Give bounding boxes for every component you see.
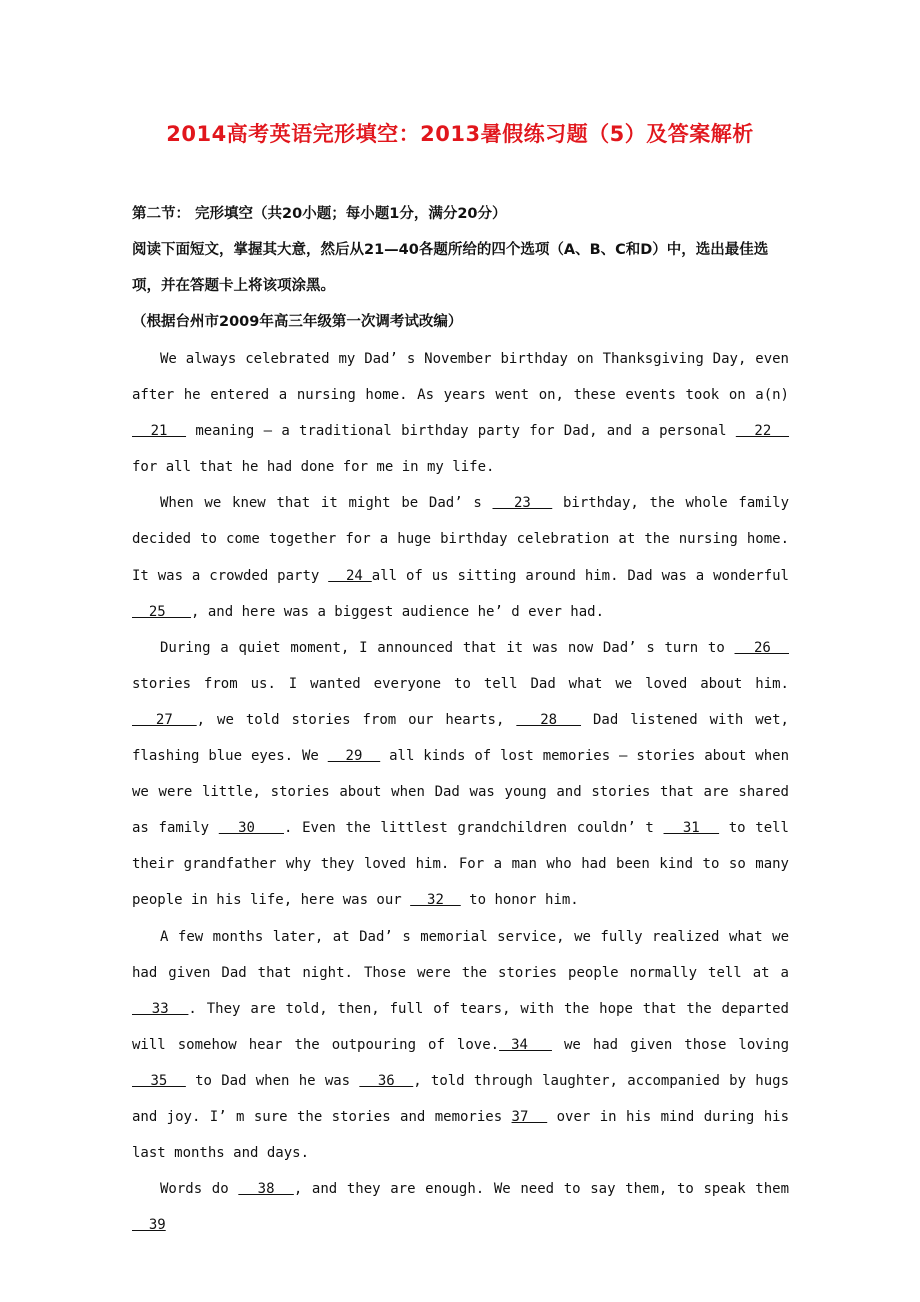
passage-text: A few months later, at Dad’ s memorial service, we fully realized what we had given Dad that night. Those were the stories people normally tell at a [132, 928, 789, 981]
passage-text: to honor him. [460, 892, 579, 909]
answer-blank: 33 [132, 1000, 189, 1017]
source-note: （根据台州市2009年高三年级第一次调考试改编） [132, 314, 463, 330]
answer-blank: 39 [132, 1217, 166, 1234]
passage-text: , we told stories from our hearts, [196, 711, 517, 728]
answer-blank: 32 [410, 892, 461, 909]
passage-text: . Even the littlest grandchildren couldn’ t [283, 820, 664, 837]
passage-text: to Dad when he was [185, 1072, 360, 1089]
page-title: 2014高考英语完形填空：2013暑假练习题（5）及答案解析 [166, 122, 754, 146]
passage-text: Dad listened with wet, flashing blue eyes. We [132, 711, 789, 765]
passage-text: , and they are enough. We need to say them, to speak them [293, 1181, 790, 1198]
answer-blank: 37 [511, 1108, 548, 1125]
answer-blank: 29 [327, 748, 381, 765]
passage-text: , and here was a biggest audience he’ d ever had. [191, 603, 605, 620]
answer-blank: 38 [238, 1181, 294, 1198]
cloze-passage [132, 341, 789, 1243]
answer-blank: 27 [132, 711, 197, 728]
passage-text: Words do [160, 1181, 239, 1198]
answer-blank: 36 [359, 1072, 414, 1089]
answer-blank: 23 [492, 495, 553, 512]
passage-text: stories from us. I wanted everyone to tell Dad what we loved about him. [132, 675, 789, 692]
answer-blank: 30 [218, 820, 284, 837]
passage-text: meaning – a traditional birthday party for Dad, and a personal [186, 423, 736, 440]
answer-blank: 21 [132, 423, 187, 440]
passage-paragraph [132, 1171, 789, 1243]
answer-blank: 28 [516, 711, 582, 728]
passage-paragraph [132, 341, 789, 485]
passage-text: all of us sitting around him. Dad was a wonderful [371, 567, 789, 584]
answer-blank: 24 [328, 567, 372, 584]
passage-text: birthday, the whole family decided to come together for a huge birthday celebration at the nursing home. It was a crowded party [132, 495, 789, 584]
passage-text: over in his mind during his last months and days. [132, 1108, 789, 1162]
passage-text: , told through laughter, accompanied by hugs and joy. I’ m sure the stories and memories [132, 1072, 789, 1125]
answer-blank: 31 [663, 820, 720, 837]
answer-blank: 34 [499, 1036, 552, 1053]
answer-blank: 22 [735, 423, 790, 440]
passage-text: . They are told, then, full of tears, with the hope that the departed will somehow hear the outpouring of love. [132, 1000, 789, 1053]
section-heading: 第二节： 完形填空（共20小题；每小题1分，满分20分） [132, 206, 507, 222]
answer-blank: 25 [132, 603, 192, 620]
passage-text: We always celebrated my Dad’ s November birthday on Thanksgiving Day, even after he entered a nursing home. As years went on, these events took on a(n) [132, 351, 789, 404]
passage-text: for all that he had done for me in my life. [132, 459, 495, 476]
passage-text: When we knew that it might be Dad’ s [160, 495, 493, 512]
passage-paragraph [132, 630, 789, 919]
passage-text: to tell their grandfather why they loved him. For a man who had been kind to so many people in his life, here was our [132, 820, 789, 909]
answer-blank: 35 [132, 1072, 186, 1089]
answer-blank: 26 [734, 639, 789, 656]
passage-paragraph [132, 485, 789, 629]
passage-text: all kinds of lost memories – stories about when we were little, stories about when Dad was young and stories that are shared as family [132, 748, 789, 837]
passage-text: we had given those loving [551, 1036, 789, 1053]
passage-paragraph [132, 919, 789, 1172]
instruction-text: 阅读下面短文，掌握其大意，然后从21—40各题所给的四个选项（A、B、C和D）中，选出最佳选项，并在答题卡上将该项涂黑。 [132, 242, 769, 294]
passage-text: During a quiet moment, I announced that it was now Dad’ s turn to [160, 639, 735, 656]
